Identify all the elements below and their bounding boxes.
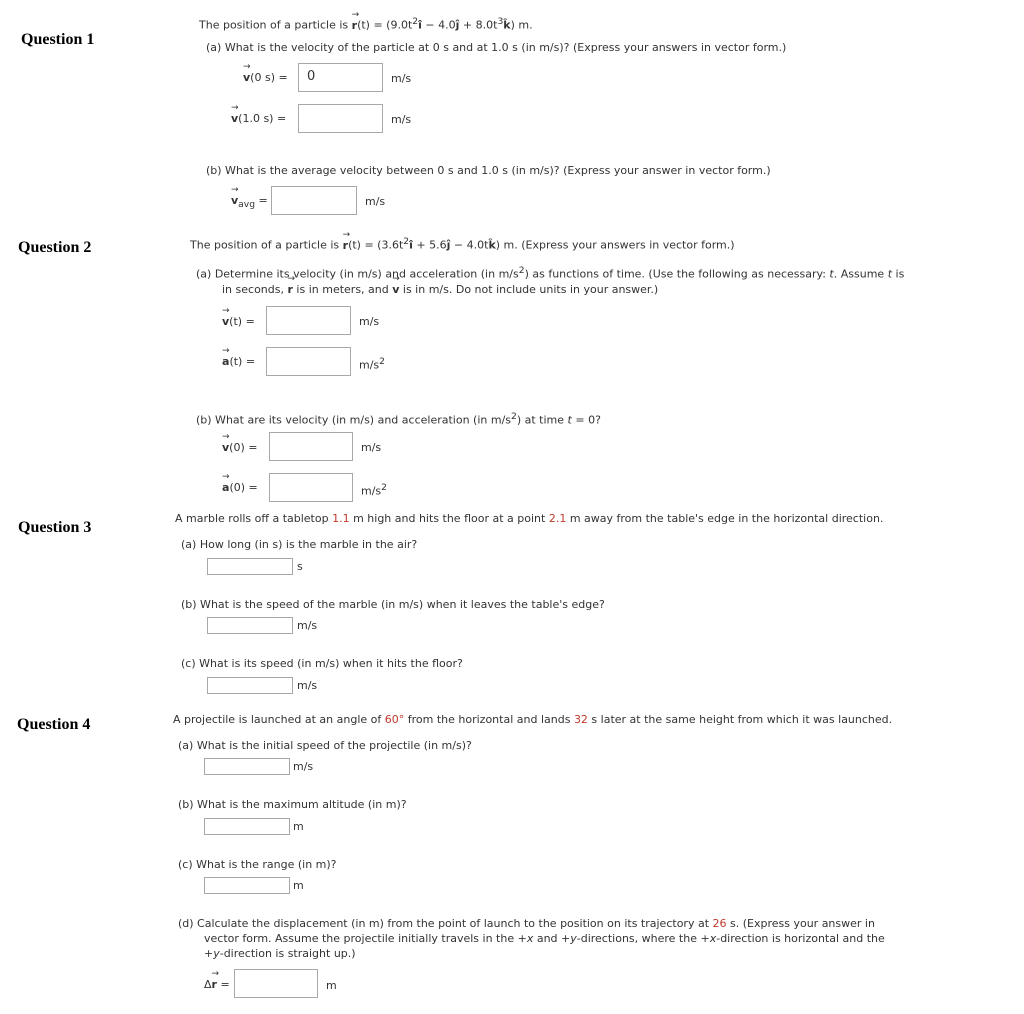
q2-v0-input[interactable]: [269, 432, 353, 461]
q4-max-altitude-input[interactable]: [204, 818, 290, 835]
q2-part-a-prompt-line1: (a) Determine its velocity (in m/s) and acceleration (in $m/s^2$) as functions of time. (Use the following as necessary: t. Assume t is: [196, 265, 905, 281]
q4-displacement-unit: m: [326, 979, 337, 992]
q2-vt-unit: m/s: [359, 315, 380, 328]
q3-stem: A marble rolls off a tabletop 1.1 m high and hits the floor at a point 2.1 m away from the table's edge in the horizontal direction.: [175, 512, 884, 525]
question-3-label: Question 3: [18, 519, 92, 536]
q4-angle-value: 60°: [384, 713, 405, 726]
q4-part-d-prompt-line1: (d) Calculate the displacement (in m) from the point of launch to the position on its trajectory at 26 s. (Express your answer in: [178, 917, 875, 930]
q2-vt-label: → v(t) =: [222, 315, 255, 329]
question-2-label: Question 2: [18, 239, 92, 256]
q1-vavg-input[interactable]: [271, 186, 357, 215]
q1-v0-label: → v(0 s) =: [243, 71, 288, 85]
q1-v0-value: 0: [307, 69, 316, 84]
q4-displacement-label: Δ→ r =: [204, 978, 230, 992]
q3-launch-speed-input[interactable]: [207, 617, 293, 634]
q2-part-a-prompt-line2: in seconds, → r is in meters, and → v is in m/s. Do not include units in your answer.): [222, 283, 658, 297]
q1-vavg-unit: m/s: [365, 195, 386, 208]
q3-time-input[interactable]: [207, 558, 293, 575]
q4-displacement-input[interactable]: [234, 969, 318, 998]
q1-v1-label: → v(1.0 s) =: [231, 112, 286, 126]
q1-v1-input[interactable]: [298, 104, 383, 133]
q3-height-value: 1.1: [332, 512, 350, 525]
q2-a0-label: → a(0) =: [222, 481, 258, 495]
q1-vavg-label: → $v_{avg}$ =: [231, 194, 268, 212]
q3-launch-speed-unit: m/s: [297, 619, 318, 632]
q3-time-unit: s: [297, 560, 303, 573]
q3-part-b-prompt: (b) What is the speed of the marble (in m/s) when it leaves the table's edge?: [181, 598, 605, 611]
q2-part-b-prompt: (b) What are its velocity (in m/s) and acceleration (in $m/s^2$) at time t = 0?: [196, 411, 601, 427]
question-4-label: Question 4: [17, 716, 91, 733]
q3-impact-speed-input[interactable]: [207, 677, 293, 694]
q4-range-unit: m: [293, 879, 304, 892]
q2-at-input[interactable]: [266, 347, 351, 376]
q1-part-b-prompt: (b) What is the average velocity between 0 s and 1.0 s (in m/s)? (Express your answer in vector form.): [206, 164, 771, 177]
q1-part-a-prompt: (a) What is the velocity of the particle at 0 s and at 1.0 s (in m/s)? (Express your answers in vector form.): [206, 41, 787, 54]
q3-part-a-prompt: (a) How long (in s) is the marble in the air?: [181, 538, 418, 551]
q3-impact-speed-unit: m/s: [297, 679, 318, 692]
q1-v0-unit: m/s: [391, 72, 412, 85]
q4-part-c-prompt: (c) What is the range (in m)?: [178, 858, 337, 871]
q4-stem: A projectile is launched at an angle of 60° from the horizontal and lands 32 s later at the same height from which it was launched.: [173, 713, 893, 726]
q4-initial-speed-unit: m/s: [293, 760, 314, 773]
q2-v0-unit: m/s: [361, 441, 382, 454]
q4-part-d-prompt-line3: +y-direction is straight up.): [204, 947, 356, 960]
q2-v0-label: → v(0) =: [222, 441, 257, 455]
q2-a0-input[interactable]: [269, 473, 353, 502]
q2-at-unit: $m/s^2$: [359, 356, 385, 372]
q4-part-b-prompt: (b) What is the maximum altitude (in m)?: [178, 798, 407, 811]
q1-stem: The position of a particle is → $r(t) = (9.0t^2î$ − 4.0ĵ + $8.0t^3k̂$) m.: [199, 15, 533, 33]
q2-vt-input[interactable]: [266, 306, 351, 335]
q4-initial-speed-input[interactable]: [204, 758, 290, 775]
q1-v0-input[interactable]: [298, 63, 383, 92]
q4-d-time-value: 26: [712, 917, 727, 930]
question-1-label: Question 1: [21, 31, 95, 48]
q4-part-a-prompt: (a) What is the initial speed of the projectile (in m/s)?: [178, 739, 472, 752]
q4-part-d-prompt-line2: vector form. Assume the projectile initially travels in the +x and +y-directions, where the +x-direction is horizontal and the: [204, 932, 885, 945]
q4-range-input[interactable]: [204, 877, 290, 894]
q2-a0-unit: $m/s^2$: [361, 482, 387, 498]
q3-distance-value: 2.1: [548, 512, 567, 525]
q2-stem: The position of a particle is → $r(t) = (3.6t^2î$ + 5.6ĵ − 4.0tk̂) m. (Express your answers in vector form.): [190, 235, 735, 253]
q4-max-altitude-unit: m: [293, 820, 304, 833]
q3-part-c-prompt: (c) What is its speed (in m/s) when it hits the floor?: [181, 657, 463, 670]
q2-at-label: → a(t) =: [222, 355, 255, 369]
q4-time-value: 32: [573, 713, 588, 726]
q1-v1-unit: m/s: [391, 113, 412, 126]
